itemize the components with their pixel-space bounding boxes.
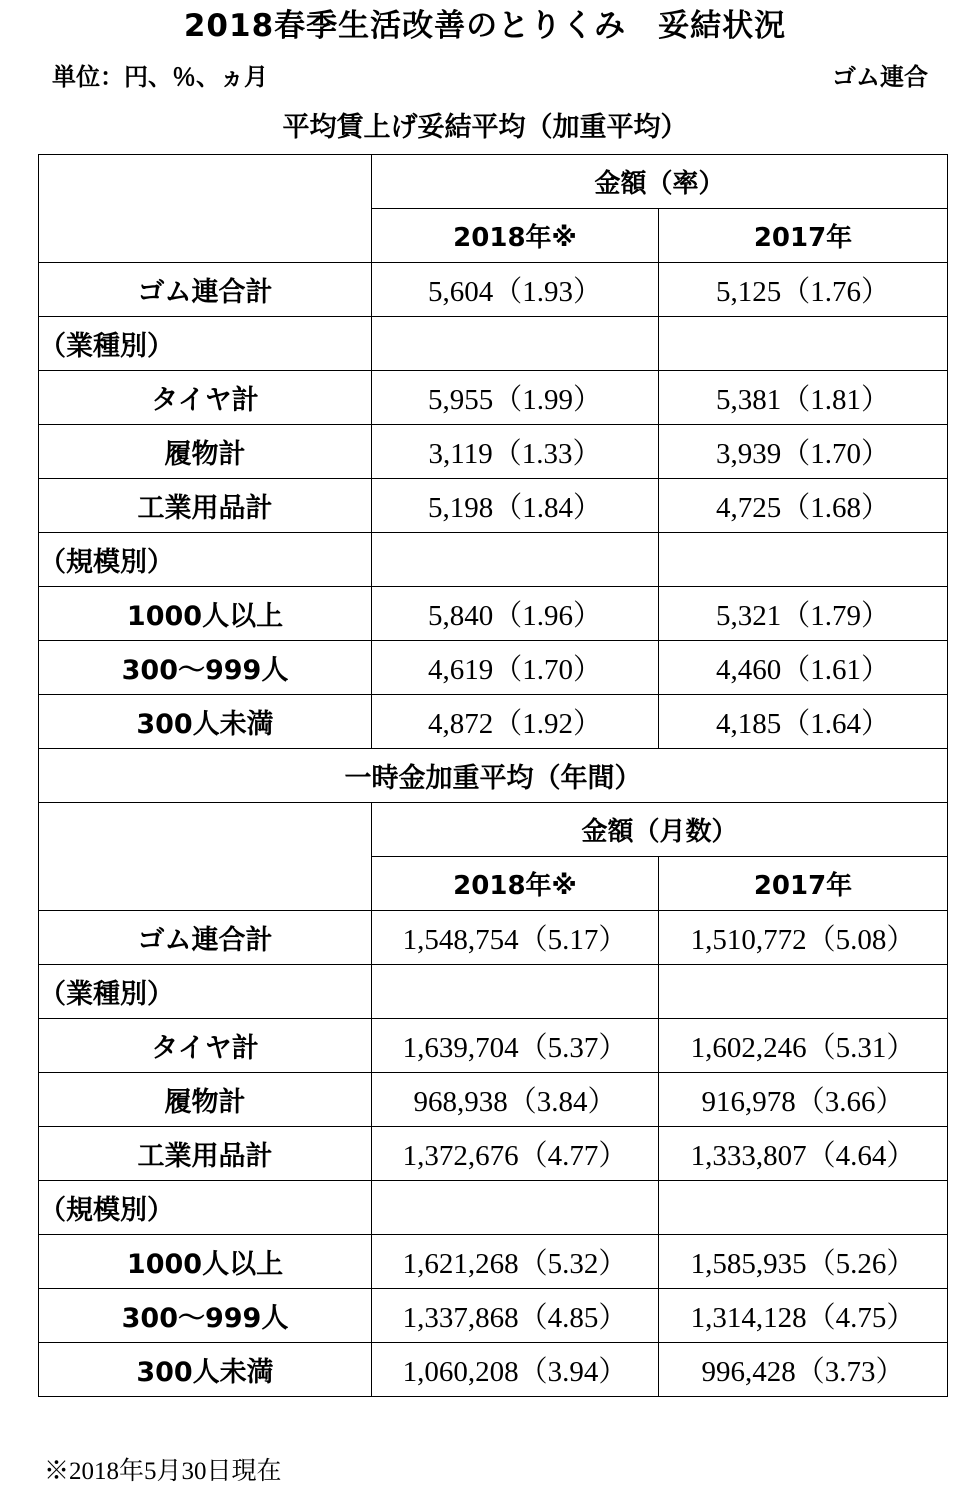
table-row <box>39 1235 948 1289</box>
row-label: 1000人以上 <box>39 1235 372 1289</box>
table-row <box>39 911 948 965</box>
value-2018: 3,119（1.33） <box>372 425 659 479</box>
table-row <box>39 1181 948 1235</box>
section1-amount-header: 金額（率） <box>372 155 948 209</box>
empty-cell <box>372 1181 659 1235</box>
table-row <box>39 1127 948 1181</box>
value-2017: 916,978（3.66） <box>659 1073 948 1127</box>
value-2017: 4,185（1.64） <box>659 695 948 749</box>
value-2018: 1,372,676（4.77） <box>372 1127 659 1181</box>
section2-year-2017: 2017年 <box>659 857 948 911</box>
row-label: 300～999人 <box>39 1289 372 1343</box>
value-2017: 4,725（1.68） <box>659 479 948 533</box>
table-row <box>39 965 948 1019</box>
table-row <box>39 641 948 695</box>
section2-title-row <box>39 749 948 803</box>
table-row <box>39 317 948 371</box>
value-2018: 1,621,268（5.32） <box>372 1235 659 1289</box>
value-2017: 5,381（1.81） <box>659 371 948 425</box>
row-label: ゴム連合計 <box>39 263 372 317</box>
value-2017: 3,939（1.70） <box>659 425 948 479</box>
empty-cell <box>372 533 659 587</box>
row-label: 300人未満 <box>39 1343 372 1397</box>
row-label: タイヤ計 <box>39 1019 372 1073</box>
row-label: 工業用品計 <box>39 1127 372 1181</box>
value-2017: 1,333,807（4.64） <box>659 1127 948 1181</box>
table-row <box>39 425 948 479</box>
results-table <box>38 154 948 1397</box>
category-label: （規模別） <box>39 1181 372 1235</box>
table-row <box>39 263 948 317</box>
empty-cell <box>659 317 948 371</box>
table-row <box>39 695 948 749</box>
value-2018: 5,955（1.99） <box>372 371 659 425</box>
table-row <box>39 479 948 533</box>
value-2017: 1,585,935（5.26） <box>659 1235 948 1289</box>
category-label: （業種別） <box>39 317 372 371</box>
value-2018: 4,619（1.70） <box>372 641 659 695</box>
row-label: 履物計 <box>39 1073 372 1127</box>
section2-amount-header: 金額（月数） <box>372 803 948 857</box>
value-2018: 968,938（3.84） <box>372 1073 659 1127</box>
value-2017: 1,314,128（4.75） <box>659 1289 948 1343</box>
value-2017: 4,460（1.61） <box>659 641 948 695</box>
section2-title: 一時金加重平均（年間） <box>39 749 948 803</box>
value-2018: 5,604（1.93） <box>372 263 659 317</box>
value-2018: 1,548,754（5.17） <box>372 911 659 965</box>
value-2017: 1,510,772（5.08） <box>659 911 948 965</box>
section1-year-2018: 2018年※ <box>372 209 659 263</box>
value-2018: 1,337,868（4.85） <box>372 1289 659 1343</box>
value-2017: 1,602,246（5.31） <box>659 1019 948 1073</box>
table-row <box>39 1289 948 1343</box>
value-2017: 5,321（1.79） <box>659 587 948 641</box>
header-blank-cell <box>39 155 372 263</box>
row-label: 履物計 <box>39 425 372 479</box>
section2-year-2018: 2018年※ <box>372 857 659 911</box>
organization-name: ゴム連合 <box>832 63 928 91</box>
row-label: 300人未満 <box>39 695 372 749</box>
empty-cell <box>659 533 948 587</box>
table-row <box>39 1073 948 1127</box>
row-label: 1000人以上 <box>39 587 372 641</box>
page-title: 2018春季生活改善のとりくみ 妥結状況 <box>183 8 787 44</box>
table-row <box>39 1019 948 1073</box>
footnote: ※2018年5月30日現在 <box>44 1458 282 1485</box>
empty-cell <box>659 1181 948 1235</box>
value-2018: 4,872（1.92） <box>372 695 659 749</box>
header-blank-cell <box>39 803 372 911</box>
value-2017: 996,428（3.73） <box>659 1343 948 1397</box>
empty-cell <box>659 965 948 1019</box>
category-label: （規模別） <box>39 533 372 587</box>
value-2017: 5,125（1.76） <box>659 263 948 317</box>
row-label: 工業用品計 <box>39 479 372 533</box>
table-header-row <box>39 803 948 857</box>
section1-title: 平均賃上げ妥結平均（加重平均） <box>282 112 688 143</box>
row-label: タイヤ計 <box>39 371 372 425</box>
section1-year-2017: 2017年 <box>659 209 948 263</box>
table-row <box>39 533 948 587</box>
empty-cell <box>372 965 659 1019</box>
value-2018: 1,060,208（3.94） <box>372 1343 659 1397</box>
category-label: （業種別） <box>39 965 372 1019</box>
row-label: 300～999人 <box>39 641 372 695</box>
empty-cell <box>372 317 659 371</box>
value-2018: 5,840（1.96） <box>372 587 659 641</box>
table-row <box>39 1343 948 1397</box>
value-2018: 1,639,704（5.37） <box>372 1019 659 1073</box>
value-2018: 5,198（1.84） <box>372 479 659 533</box>
unit-note: 単位：円、％、ヵ月 <box>52 63 268 91</box>
table-header-row <box>39 155 948 209</box>
table-row <box>39 587 948 641</box>
table-row <box>39 371 948 425</box>
row-label: ゴム連合計 <box>39 911 372 965</box>
